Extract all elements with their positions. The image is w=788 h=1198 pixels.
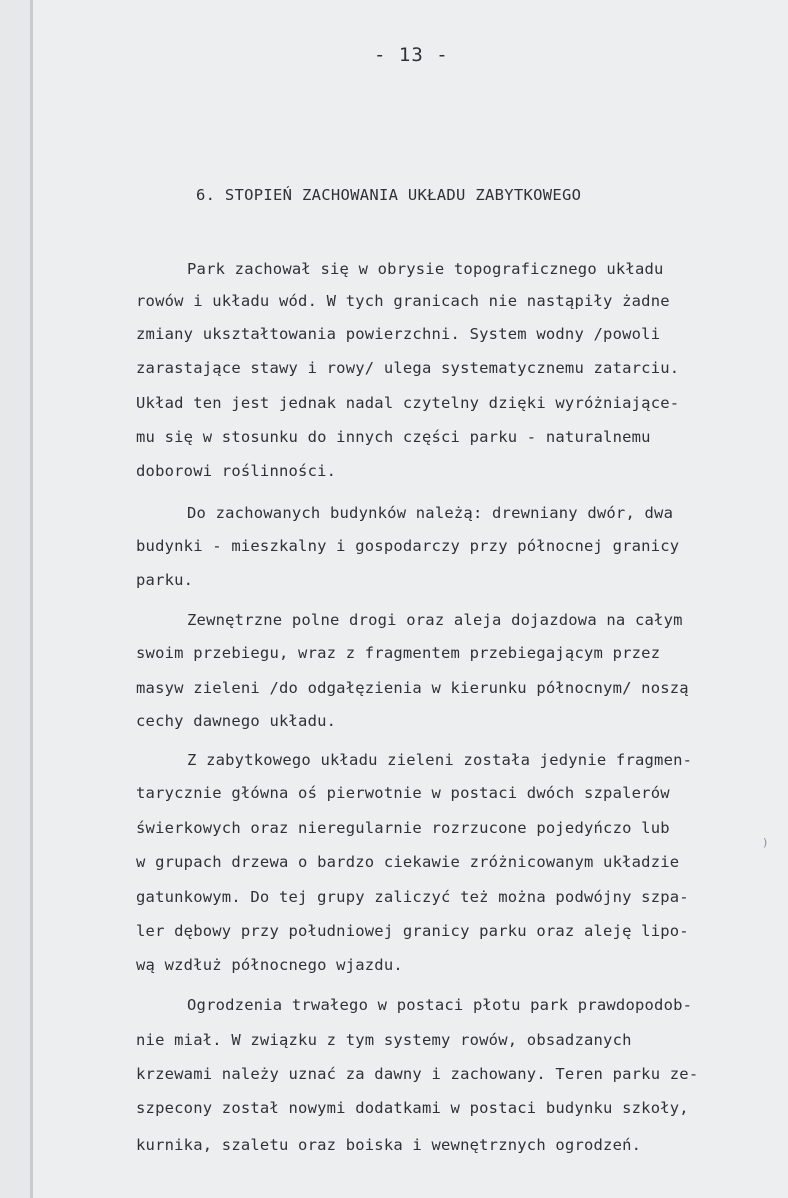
text-line: Układ ten jest jednak nadal czytelny dzięki wyróżniające-: [136, 394, 680, 412]
text-line: tarycznie główna oś pierwotnie w postaci dwóch szpalerów: [136, 784, 670, 802]
text-line: swoim przebiegu, wraz z fragmentem przebiegającym przez: [136, 644, 661, 662]
text-line: wą wzdłuż północnego wjazdu.: [136, 956, 403, 974]
text-line: świerkowych oraz nieregularnie rozrzucone pojedyńczo lub: [136, 819, 670, 837]
text-line: zmiany ukształtowania powierzchni. System wodny /powoli: [136, 325, 661, 343]
margin-mark: ): [762, 836, 769, 849]
text-line: masyw zieleni /do odgałęzienia w kierunku północnym/ noszą: [136, 679, 689, 697]
text-line: budynki - mieszkalny i gospodarczy przy północnej granicy: [136, 537, 680, 555]
text-line: zarastające stawy i rowy/ ulega systematycznemu zatarciu.: [136, 359, 680, 377]
text-line: gatunkowym. Do tej grupy zaliczyć też można podwójny szpa-: [136, 888, 689, 906]
text-line: rowów i układu wód. W tych granicach nie nastąpiły żadne: [136, 292, 670, 310]
text-line: mu się w stosunku do innych części parku - naturalnemu: [136, 428, 651, 446]
page-number: - 13 -: [374, 44, 449, 66]
text-line: krzewami należy uznać za dawny i zachowany. Teren parku ze-: [136, 1065, 699, 1083]
text-line: nie miał. W związku z tym systemy rowów, obsadzanych: [136, 1031, 632, 1049]
text-line: Z zabytkowego układu zieleni została jedynie fragmen-: [187, 751, 693, 769]
text-line: Ogrodzenia trwałego w postaci płotu park prawdopodob-: [187, 996, 693, 1014]
page-left-margin: [0, 0, 30, 1198]
text-line: parku.: [136, 571, 194, 589]
text-line: szpecony został nowymi dodatkami w postaci budynku szkoły,: [136, 1099, 689, 1117]
text-line: ler dębowy przy południowej granicy parku oraz aleję lipo-: [136, 922, 689, 940]
text-line: w grupach drzewa o bardzo ciekawie zróżnicowanym układzie: [136, 853, 680, 871]
text-line: Park zachował się w obrysie topograficznego układu: [187, 260, 664, 278]
section-heading: 6. STOPIEŃ ZACHOWANIA UKŁADU ZABYTKOWEGO: [196, 186, 582, 204]
text-line: kurnika, szaletu oraz boiska i wewnętrznych ogrodzeń.: [136, 1136, 642, 1154]
text-line: cechy dawnego układu.: [136, 712, 337, 730]
text-line: doborowi roślinności.: [136, 462, 337, 480]
binding-edge: [30, 0, 33, 1198]
text-line: Do zachowanych budynków należą: drewniany dwór, dwa: [187, 504, 674, 522]
text-line: Zewnętrzne polne drogi oraz aleja dojazdowa na całym: [187, 611, 683, 629]
